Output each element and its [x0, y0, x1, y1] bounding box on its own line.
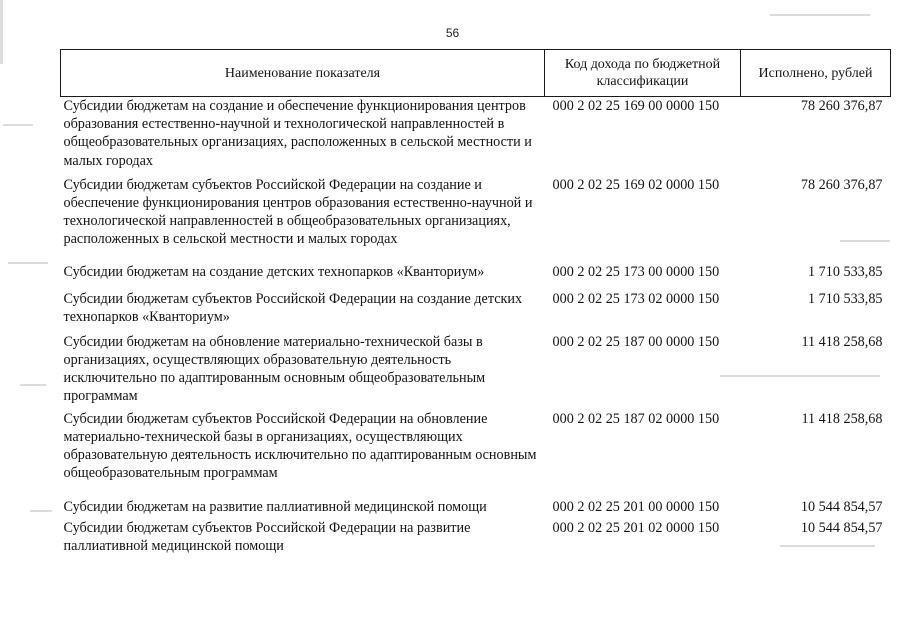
income-code: 000 2 02 25 201 00 0000 150 — [552, 498, 720, 515]
table-row — [61, 263, 891, 290]
indicator-name: Субсидии бюджетам на обновление материально-технической базы в организациях, осуществляющих образовательную деятельность исключительно по адаптированным основным общеобразовательным программам — [63, 333, 486, 405]
scan-speck — [720, 375, 880, 377]
header-income-code: Код дохода по бюджетной классификации — [545, 50, 741, 97]
table-row — [61, 519, 891, 559]
income-code: 000 2 02 25 173 02 0000 150 — [552, 290, 720, 307]
scan-speck — [20, 384, 46, 386]
income-code: 000 2 02 25 169 00 0000 150 — [552, 98, 720, 114]
header-executed-amount: Исполнено, рублей — [741, 50, 891, 97]
scan-speck — [840, 240, 890, 242]
executed-amount: 11 418 258,68 — [801, 410, 883, 427]
executed-amount: 10 544 854,57 — [800, 519, 883, 536]
budget-income-table — [60, 49, 891, 559]
indicator-name: Субсидии бюджетам субъектов Российской Федерации на обновление материально-технической базы в организациях, осуществляющих образовательную деятельность исключительно по адаптированным основным общеобразовательным программам — [63, 410, 537, 482]
scan-speck — [780, 545, 875, 547]
header-indicator-name: Наименование показателя — [61, 50, 545, 97]
indicator-name: Субсидии бюджетам на развитие паллиативной медицинской помощи — [63, 498, 487, 515]
indicator-name: Субсидии бюджетам на создание детских технопарков «Кванториум» — [63, 263, 485, 280]
scan-speck — [770, 14, 870, 16]
table-row — [61, 290, 891, 333]
scan-speck — [0, 0, 3, 64]
table-row — [61, 498, 891, 519]
executed-amount: 10 544 854,57 — [800, 498, 883, 515]
page-number: 56 — [445, 26, 460, 40]
table-row — [61, 333, 891, 410]
scan-speck — [8, 262, 48, 264]
executed-amount: 1 710 533,85 — [808, 290, 883, 307]
income-code: 000 2 02 25 201 02 0000 150 — [552, 519, 720, 536]
executed-amount: 1 710 533,85 — [808, 263, 883, 280]
scan-speck — [30, 510, 52, 512]
table-header-row — [61, 50, 891, 97]
indicator-name: Субсидии бюджетам субъектов Российской Федерации на создание и обеспечение функционирования центров образования естественно-научной и технологической направленностей в общеобразовательных организациях, расположенных в сельской местности и малых городах — [63, 176, 533, 248]
table-row — [61, 97, 891, 176]
executed-amount: 78 260 376,87 — [800, 176, 883, 193]
table-row — [61, 176, 891, 263]
income-code: 000 2 02 25 187 00 0000 150 — [552, 333, 720, 350]
indicator-name: Субсидии бюджетам субъектов Российской Федерации на развитие паллиативной медицинской помощи — [63, 519, 471, 554]
income-code: 000 2 02 25 187 02 0000 150 — [552, 410, 720, 427]
table-row — [61, 410, 891, 498]
executed-amount: 78 260 376,87 — [800, 98, 883, 114]
income-code: 000 2 02 25 169 02 0000 150 — [552, 176, 720, 193]
indicator-name: Субсидии бюджетам субъектов Российской Федерации на создание детских технопарков «Кванториум» — [63, 290, 523, 325]
scan-speck — [3, 124, 33, 126]
executed-amount: 11 418 258,68 — [801, 333, 883, 350]
indicator-name: Субсидии бюджетам на создание и обеспечение функционирования центров образования естественно-научной и технологической направленностей в общеобразовательных организациях, расположенных в сельской местности и малых городах — [63, 98, 532, 169]
income-code: 000 2 02 25 173 00 0000 150 — [552, 263, 720, 280]
